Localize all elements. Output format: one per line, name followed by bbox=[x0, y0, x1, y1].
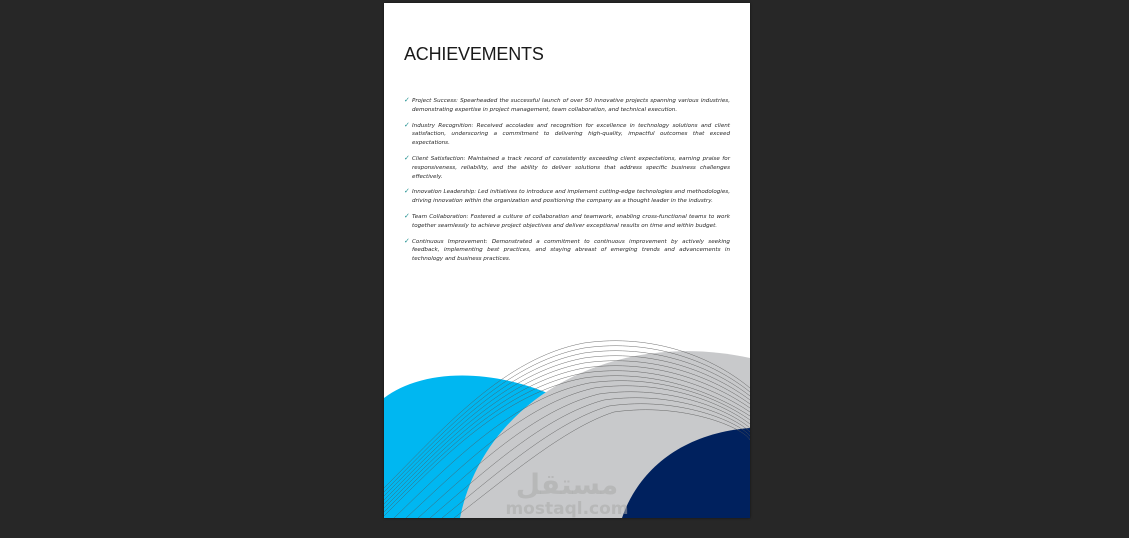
list-item bbox=[404, 155, 730, 181]
page-title: ACHIEVEMENTS bbox=[404, 44, 544, 64]
list-item bbox=[404, 97, 730, 115]
list-item bbox=[404, 213, 730, 231]
checkmark-icon: ✓ bbox=[404, 236, 410, 245]
achievement-text: Continuous Improvement: Demonstrated a commitment to continuous improvement by actively seeking feedback, implementing best practices, and staying abreast of emerging trends and advancements in technology and business practices. bbox=[412, 238, 730, 263]
checkmark-icon: ✓ bbox=[404, 153, 410, 162]
achievement-text: Innovation Leadership: Led initiatives to introduce and implement cutting-edge technologies and methodologies, driving innovation within the organization and positioning the company as a thought leader in the industry. bbox=[412, 189, 730, 205]
checkmark-icon: ✓ bbox=[404, 211, 410, 220]
list-item bbox=[404, 122, 730, 148]
checkmark-icon: ✓ bbox=[404, 96, 410, 104]
achievement-text: Industry Recognition: Received accolades and recognition for excellence in technology solutions and client satisfaction, underscoring a commitment to delivering high-quality, impactful outcomes that exceed expectations. bbox=[412, 122, 730, 147]
checkmark-icon: ✓ bbox=[404, 120, 410, 129]
watermark-logo: مستقل bbox=[515, 468, 619, 501]
document-page bbox=[384, 3, 750, 518]
list-item bbox=[404, 188, 730, 206]
decorative-waves-graphic bbox=[384, 338, 750, 518]
achievements-list bbox=[404, 97, 730, 271]
list-item bbox=[404, 238, 730, 264]
watermark-url: mostaql.com bbox=[505, 499, 629, 519]
achievement-text: Team Collaboration: Fostered a culture of collaboration and teamwork, enabling cross-functional teams to work together seamlessly to achieve project objectives and deliver exceptional results on time and within budget. bbox=[412, 213, 730, 229]
achievement-text: Client Satisfaction: Maintained a track record of consistently exceeding client expectations, earning praise for responsiveness, reliability, and the ability to deliver solutions that address specific business challenges effectively. bbox=[412, 155, 730, 180]
checkmark-icon: ✓ bbox=[404, 187, 410, 196]
achievement-text: Project Success: Spearheaded the successful launch of over 50 innovative projects spanning various industries, demonstrating expertise in project management, team collaboration, and technical execution. bbox=[412, 98, 730, 113]
